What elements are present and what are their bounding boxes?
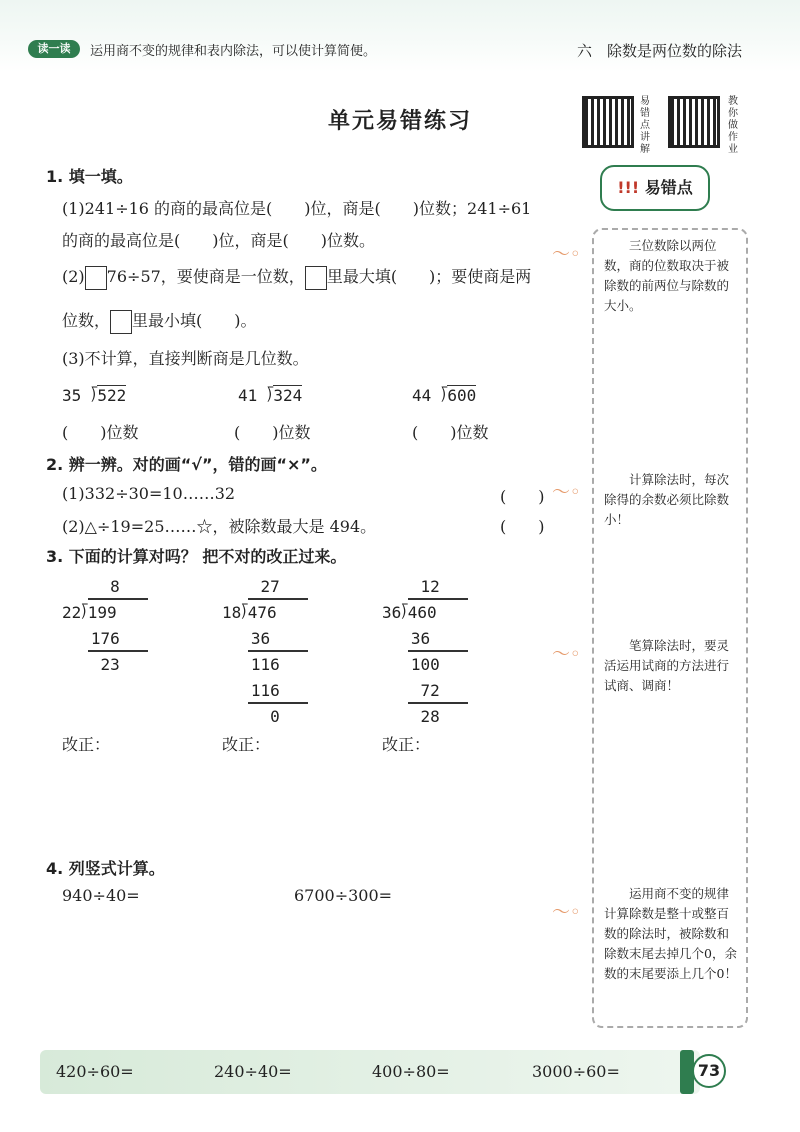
q1-heading: 1. 填一填。 xyxy=(46,167,133,186)
header-band xyxy=(0,0,800,72)
q2-item-2: (2)△÷19=25……☆，被除数最大是 494。 xyxy=(62,517,377,536)
q4-heading: 4. 列竖式计算。 xyxy=(46,859,165,878)
division-line xyxy=(248,650,308,652)
division-bar xyxy=(88,598,148,600)
oral-item-3: 400÷80= xyxy=(372,1062,450,1081)
division-line xyxy=(408,650,468,652)
answer-blank[interactable]: ( )位数 xyxy=(234,423,311,442)
correction-label: 改正： xyxy=(222,735,271,754)
q2-heading: 2. 辨一辨。对的画“√”，错的画“×”。 xyxy=(46,455,327,474)
division-bar xyxy=(248,598,308,600)
q3-heading: 3. 下面的计算对吗？ 把不对的改正过来。 xyxy=(46,547,347,566)
side-note-4: 运用商不变的规律计算除数是整十或整百数的除法时，被除数和除数末尾去掉几个0，余数的末尾要添上几个0！ xyxy=(604,886,737,981)
long-division-1: 35 ⟌522 xyxy=(62,386,127,405)
q4-item-2: 6700÷300= xyxy=(294,886,393,905)
q1-line-5: (3)不计算，直接判断商是几位数。 xyxy=(62,349,309,368)
exclaim-icon: !!! xyxy=(617,178,640,197)
q4-item-1: 940÷40= xyxy=(62,886,140,905)
long-division-3: 44 ⟌600 xyxy=(412,386,477,405)
q1-line-4: 位数， 里最小填( )。 xyxy=(62,308,257,334)
qr-code-left[interactable] xyxy=(582,96,634,148)
side-note-2: 计算除法时，每次除得的余数必须比除数小！ xyxy=(604,472,730,527)
correction-label: 改正： xyxy=(382,735,431,754)
division-bar xyxy=(408,598,468,600)
q1-line-3: (2) 76÷57，要使商是一位数， 里最大填( )；要使商是两 xyxy=(62,264,531,290)
page-number: 73 xyxy=(692,1054,726,1088)
oral-item-4: 3000÷60= xyxy=(532,1062,620,1081)
calc-3: 12 36⟌460 36 100 72 28 xyxy=(382,577,440,726)
division-line xyxy=(408,702,468,704)
qr-label-left: 易错点讲解 xyxy=(640,96,650,155)
division-line xyxy=(248,702,308,704)
blank-box[interactable] xyxy=(110,310,132,334)
q1-line-1: (1)241÷16 的商的最高位是( )位，商是( )位数；241÷61 xyxy=(62,199,532,218)
blank-box[interactable] xyxy=(85,266,107,290)
q1-line-2: 的商的最高位是( )位，商是( )位数。 xyxy=(62,231,375,250)
judge-blank[interactable]: ( ) xyxy=(500,517,545,536)
oral-item-2: 240÷40= xyxy=(214,1062,292,1081)
qr-code-right[interactable] xyxy=(668,96,720,148)
header-tip: 运用商不变的规律和表内除法，可以使计算简便。 xyxy=(90,44,377,59)
oral-item-1: 420÷60= xyxy=(56,1062,134,1081)
side-note-1: 三位数除以两位数，商的位数取决于被除数的前两位与除数的大小。 xyxy=(604,238,730,313)
tag-label: 易错点 xyxy=(644,178,693,197)
q2-item-1: (1)332÷30=10……32 xyxy=(62,484,236,503)
correction-label: 改正： xyxy=(62,735,111,754)
read-badge: 读一读 xyxy=(28,40,80,58)
curl-icon: 〜◦ xyxy=(552,644,581,665)
judge-blank[interactable]: ( ) xyxy=(500,487,545,506)
side-note-3: 笔算除法时，要灵活运用试商的方法进行试商、调商！ xyxy=(604,638,730,693)
curl-icon: 〜◦ xyxy=(552,902,581,923)
chapter-title: 六 除数是两位数的除法 xyxy=(576,42,742,60)
page-title: 单元易错练习 xyxy=(327,109,472,134)
curl-icon: 〜◦ xyxy=(552,244,581,265)
answer-blank[interactable]: ( )位数 xyxy=(62,423,139,442)
error-point-tag xyxy=(600,165,710,211)
calc-1: 8 22⟌199 176 23 xyxy=(62,577,120,674)
curl-icon: 〜◦ xyxy=(552,482,581,503)
blank-box[interactable] xyxy=(305,266,327,290)
answer-blank[interactable]: ( )位数 xyxy=(412,423,489,442)
qr-label-right: 教你做作业 xyxy=(728,96,738,155)
long-division-2: 41 ⟌324 xyxy=(238,386,303,405)
calc-2: 27 18⟌476 36 116 116 0 xyxy=(222,577,280,726)
division-line xyxy=(88,650,148,652)
